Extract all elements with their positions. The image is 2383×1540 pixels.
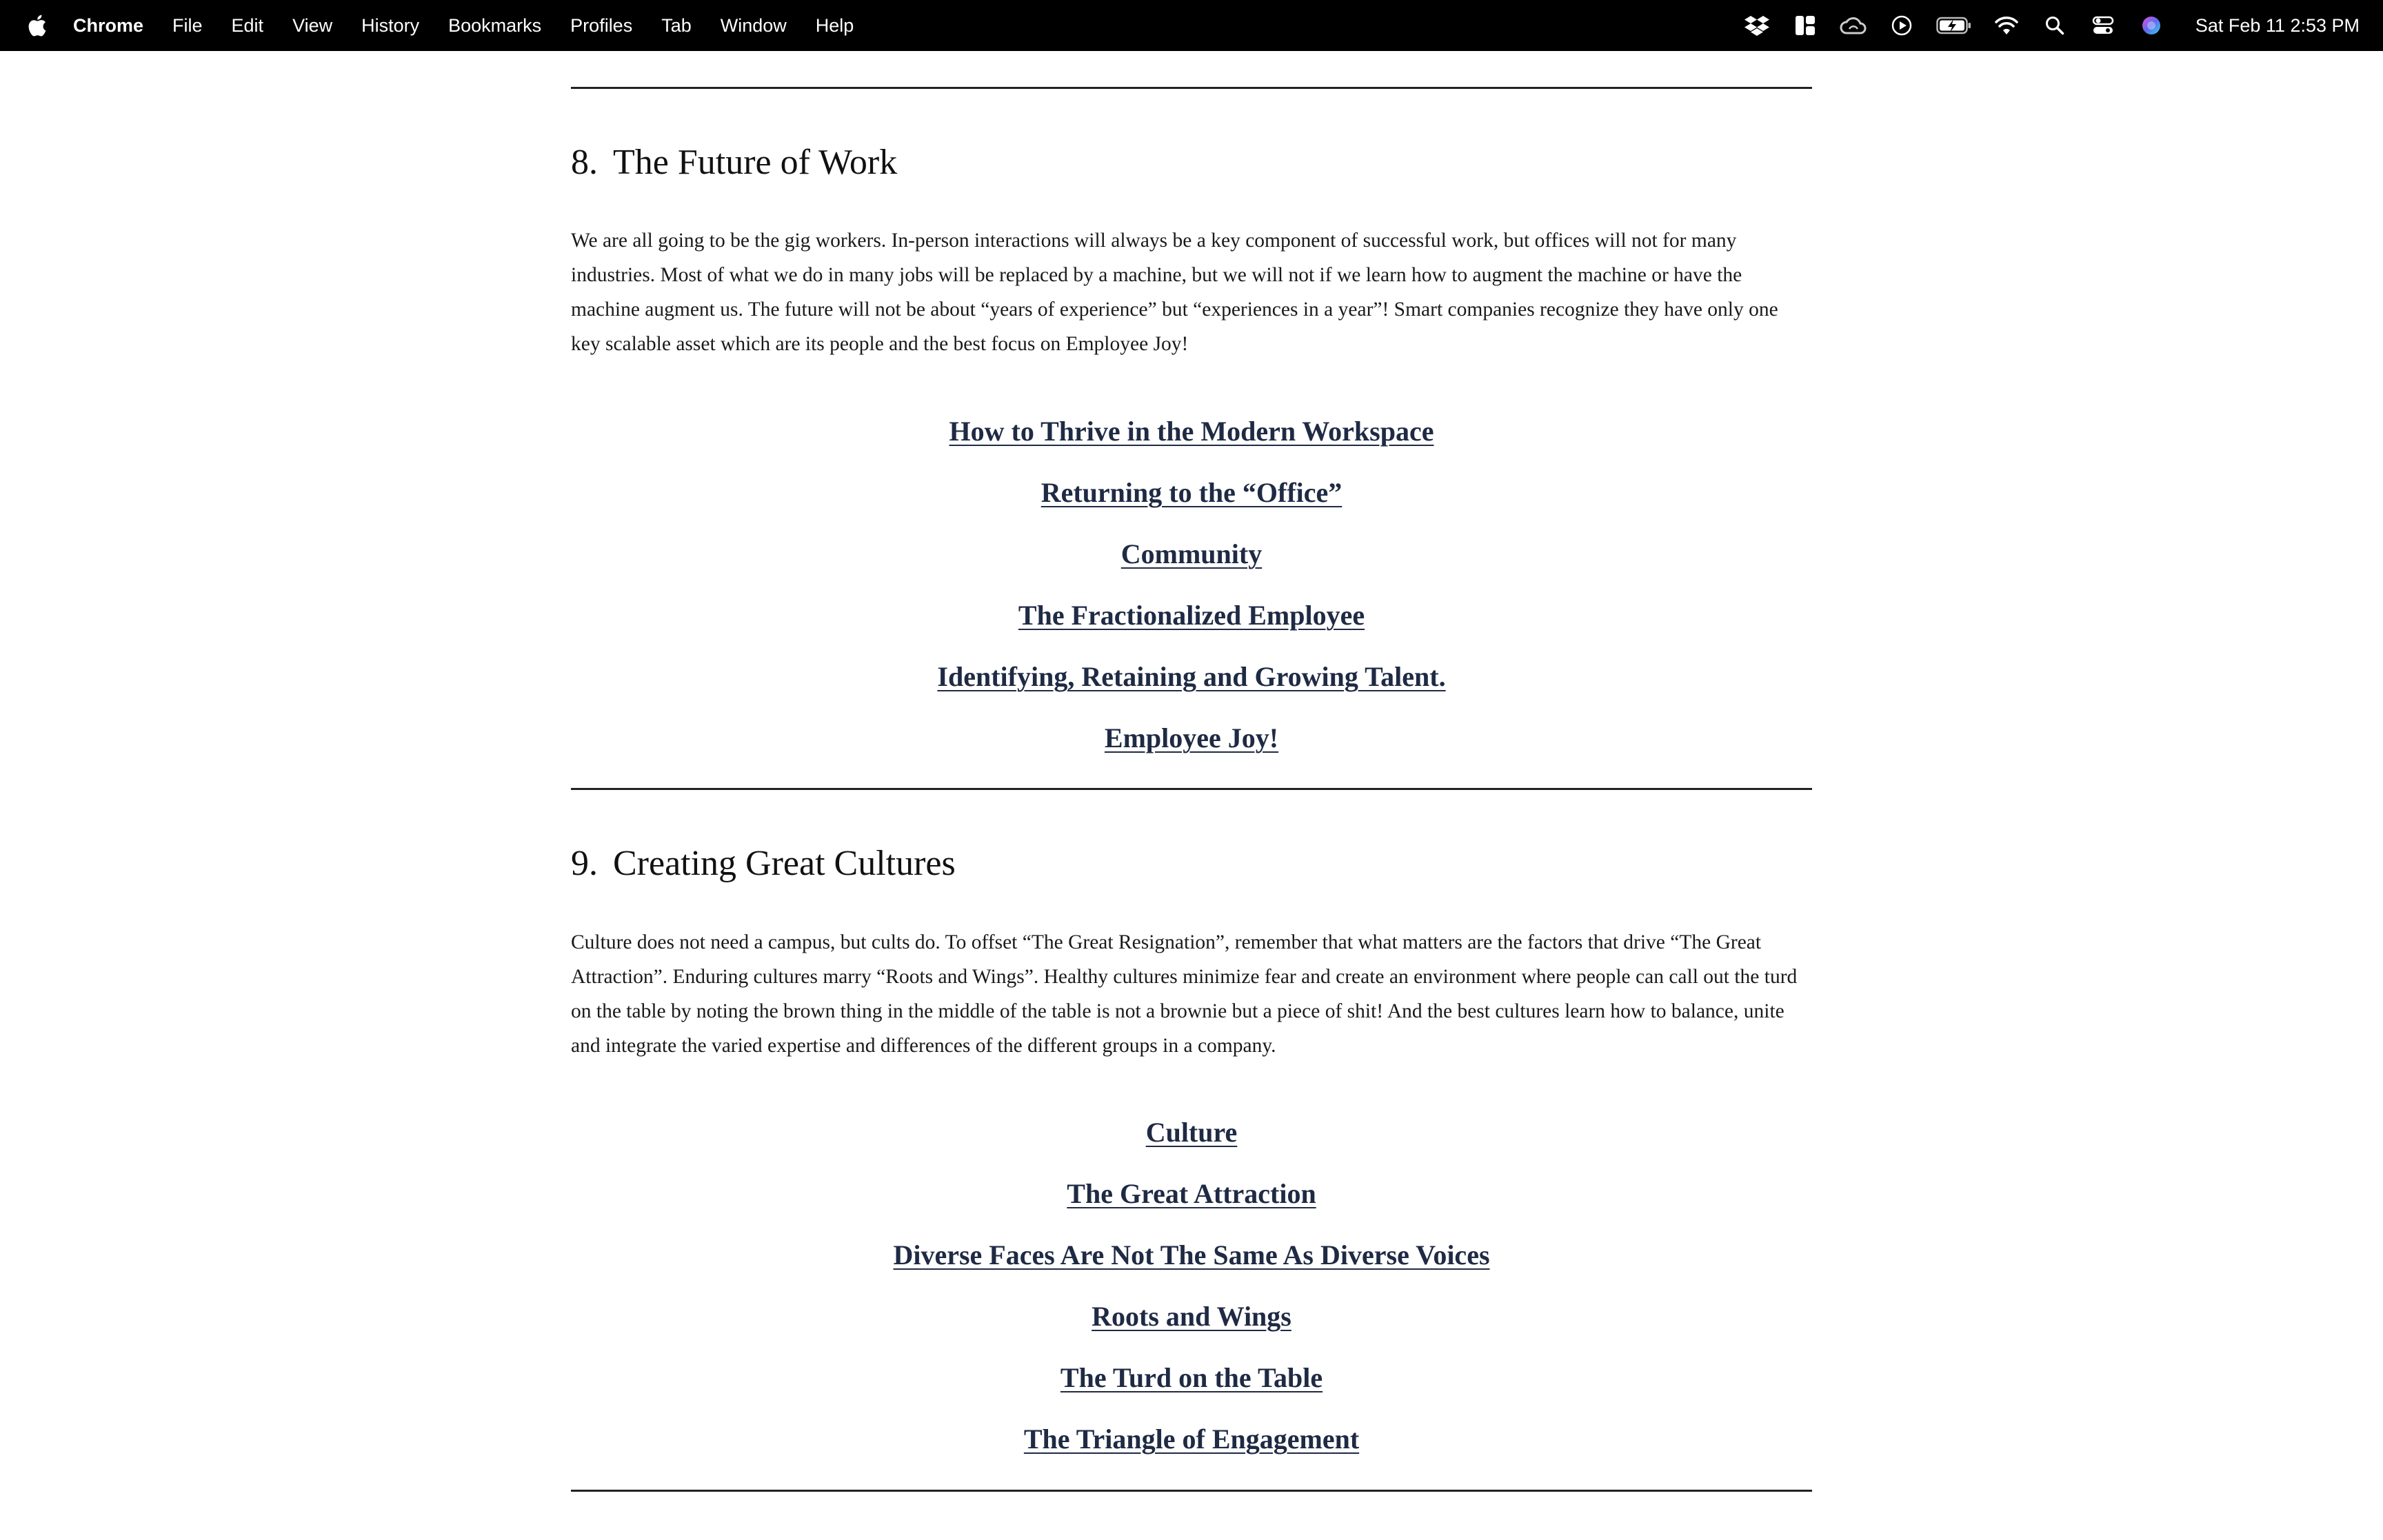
menu-tab[interactable]: Tab bbox=[661, 14, 692, 36]
link-culture[interactable]: Culture bbox=[1145, 1117, 1238, 1148]
section-divider bbox=[571, 788, 1812, 790]
menu-file[interactable]: File bbox=[172, 14, 203, 36]
section-number: 9. bbox=[571, 844, 598, 883]
link-triangle-of-engagement[interactable]: The Triangle of Engagement bbox=[1023, 1424, 1360, 1455]
link-employee-joy[interactable]: Employee Joy! bbox=[1104, 722, 1279, 753]
layout-icon[interactable] bbox=[1791, 12, 1819, 39]
menu-app-name[interactable]: Chrome bbox=[73, 14, 144, 36]
link-community[interactable]: Community bbox=[1120, 538, 1263, 569]
section-heading-future-of-work bbox=[571, 142, 897, 183]
menu-bar-clock[interactable]: Sat Feb 11 2:53 PM bbox=[2195, 14, 2360, 36]
section-divider bbox=[571, 1490, 1812, 1492]
search-icon[interactable] bbox=[2041, 12, 2069, 39]
menu-view[interactable]: View bbox=[292, 14, 333, 36]
link-identifying-talent[interactable]: Identifying, Retaining and Growing Talent. bbox=[937, 661, 1446, 692]
menu-window[interactable]: Window bbox=[720, 14, 787, 36]
menu-bookmarks[interactable]: Bookmarks bbox=[448, 14, 542, 36]
menu-edit[interactable]: Edit bbox=[231, 14, 264, 36]
section-body-paragraph: We are all going to be the gig workers. In-person interactions will always be a key component of successful work, but offices will not for many industries. Most of what we do in many jobs will be replaced by a machine, but we will not if we learn how to augment the machine or have the machine augment us. The future will not be about “years of experience” but “experiences in a year”! Smart companies recognize they have only one key scalable asset which are its people and the best focus on Employee Joy! bbox=[571, 230, 1778, 355]
dropbox-icon[interactable] bbox=[1743, 12, 1771, 39]
link-how-to-thrive[interactable]: How to Thrive in the Modern Workspace bbox=[949, 416, 1434, 447]
section-link-list bbox=[571, 401, 1812, 769]
section-number: 8. bbox=[571, 143, 598, 182]
section-title: The Future of Work bbox=[613, 143, 898, 182]
link-roots-and-wings[interactable]: Roots and Wings bbox=[1092, 1301, 1291, 1332]
menu-profiles[interactable]: Profiles bbox=[570, 14, 633, 36]
section-divider bbox=[571, 87, 1812, 89]
battery-icon[interactable] bbox=[1936, 12, 1972, 39]
menu-help[interactable]: Help bbox=[815, 14, 854, 36]
menu-bar bbox=[0, 0, 2383, 51]
apple-logo-icon[interactable] bbox=[26, 12, 47, 39]
link-turd-on-the-table[interactable]: The Turd on the Table bbox=[1060, 1362, 1323, 1393]
link-fractionalized-employee[interactable]: The Fractionalized Employee bbox=[1018, 600, 1365, 631]
section-title: Creating Great Cultures bbox=[613, 844, 956, 883]
siri-icon[interactable] bbox=[2138, 12, 2165, 39]
menu-history[interactable]: History bbox=[361, 14, 420, 36]
link-returning-to-office[interactable]: Returning to the “Office” bbox=[1040, 477, 1343, 508]
play-icon[interactable] bbox=[1888, 12, 1916, 39]
section-body-paragraph: Culture does not need a campus, but cults do. To offset “The Great Resignation”, remember that what matters are the factors that drive “The Great Attraction”. Enduring cultures marry “Roots and Wings”. Healthy cultures minimize fear and create an environment where people can call out the turd on the table by noting the brown thing in the middle of the table is not a brownie but a piece of shit! And the best cultures learn how to balance, unite and integrate the varied expertise and differences of the different groups in a company. bbox=[571, 931, 1798, 1057]
creative-cloud-icon[interactable] bbox=[1840, 12, 1867, 39]
wifi-icon[interactable] bbox=[1993, 12, 2020, 39]
section-link-list bbox=[571, 1102, 1812, 1470]
control-center-icon[interactable] bbox=[2089, 12, 2117, 39]
link-great-attraction[interactable]: The Great Attraction bbox=[1067, 1178, 1316, 1209]
section-heading-creating-great-cultures bbox=[571, 843, 956, 884]
link-diverse-faces[interactable]: Diverse Faces Are Not The Same As Diverse Voices bbox=[893, 1239, 1490, 1270]
